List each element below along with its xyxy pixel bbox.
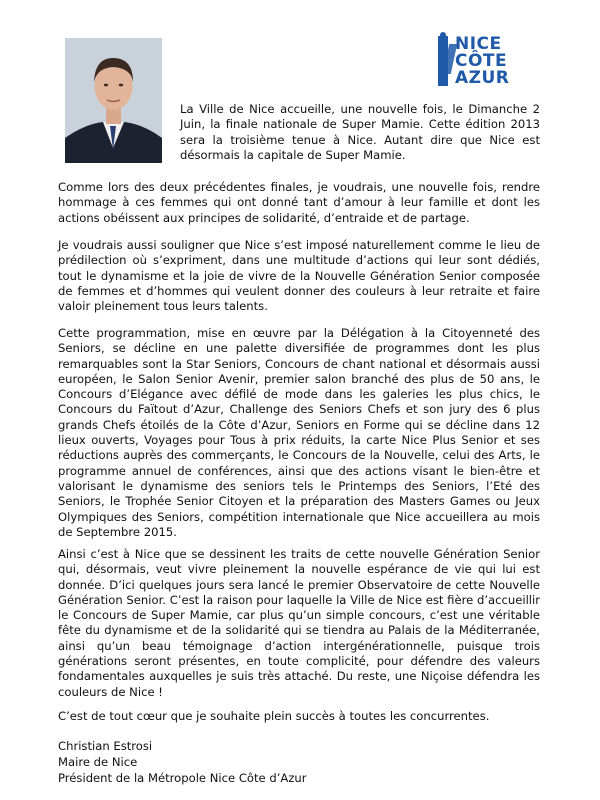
closing-paragraph: C’est de tout cœur que je souhaite plein succès à toutes les concurrentes. [58,709,490,723]
body-paragraph-4: Ainsi c’est à Nice que se dessinent les traits de cette nouvelle Génération Senior qui, désormais, veut vivre pleinement la nouvelle espérance de vie qui lui est donnée. D’ici quelques jours sera lancé le premier Observatoire de cette Nouvelle Génération Senior. C’est la raison pour laquelle la Ville de Nice est fière d’accueillir le Concours de Super Mamie, car plus qu’un simple concours, c’est une véritable fête du dynamisme et de la solidarité qui se tiendra au Palais de la Méditerranée, ainsi qu’un beau témoignage d’action intergénérationnelle, puisque trois générations seront présentes, en toute complicité, pour défendre des valeurs fondamentales auxquelles je suis très attaché. Du reste, une Niçoise défendra les couleurs de Nice ! [58,547,540,699]
body-paragraph-2: Je voudrais aussi souligner que Nice s’est imposé naturellement comme le lieu de prédilection où s’expriment, dans une multitude d’actions qui leur sont dédiés, tout le dynamisme et la joie de vivre de la Nouvelle Génération Senior composée de femmes et d’hommes qui veulent donner des couleurs à leur retraite et faire valoir pleinement tous leurs talents. [58,238,540,314]
body-paragraph-1: Comme lors des deux précédentes finales, je voudrais, une nouvelle fois, rendre hommage à ces femmes qui ont donné tant d’amour à leur famille et dont les actions obéissent aux principes de solidarité, d’entraide et de partage. [58,180,540,225]
body-paragraph-3: Cette programmation, mise en œuvre par la Délégation à la Citoyenneté des Seniors, se décline en une palette diversifiée de programmes dont les plus remarquables sont la Star Seniors, Concours de chant national et désormais aussi européen, le Salon Senior Avenir, premier salon branché des plus de 50 ans, le Concours d’Elégance avec défilé de mode dans les galeries les plus chics, le Concours du Faïtout d’Azur, Challenge des Seniors Chefs et son jury des 6 plus grands Chefs étoilés de la Côte d’Azur, Seniors en Forme qui se décline dans 12 lieux ouverts, Voyages pour Tous à prix réduits, la carte Nice Plus Senior et ses réductions auprès des commerçants, le Concours de la Nouvelle, celui des Arts, le programme annuel de conférences, ainsi que des actions visant le bien-être et valorisant le dynamisme des seniors tels le Printemps des Seniors, l’Eté des Seniors, le Trophée Senior Citoyen et la préparation des Masters Games ou Jeux Olympiques des Seniors, compétition internationale que Nice accueillera au mois de Septembre 2015. [58,326,540,539]
nice-cote-azur-logo [433,30,523,90]
intro-paragraph: La Ville de Nice accueille, une nouvelle fois, le Dimanche 2 Juin, la finale nationale de Super Mamie. Cette édition 2013 sera la troisième tenue à Nice. Autant dire que Nice est désormais la capitale de Super Mamie. [180,102,540,162]
signature-title-mayor: Maire de Nice [58,755,138,769]
logo-text-line-1: NICE [455,34,502,54]
signature-title-metropole: Président de la Métropole Nice Côte d’Azur [58,771,307,785]
logo-text-line-2: CÔTE [455,51,508,71]
signature-name: Christian Estrosi [58,739,153,753]
portrait-photo [65,38,162,163]
logo-figure-icon [438,36,448,86]
portrait-illustration [65,38,162,163]
logo-text-line-3: AZUR [455,68,510,88]
signature-block [58,738,307,786]
